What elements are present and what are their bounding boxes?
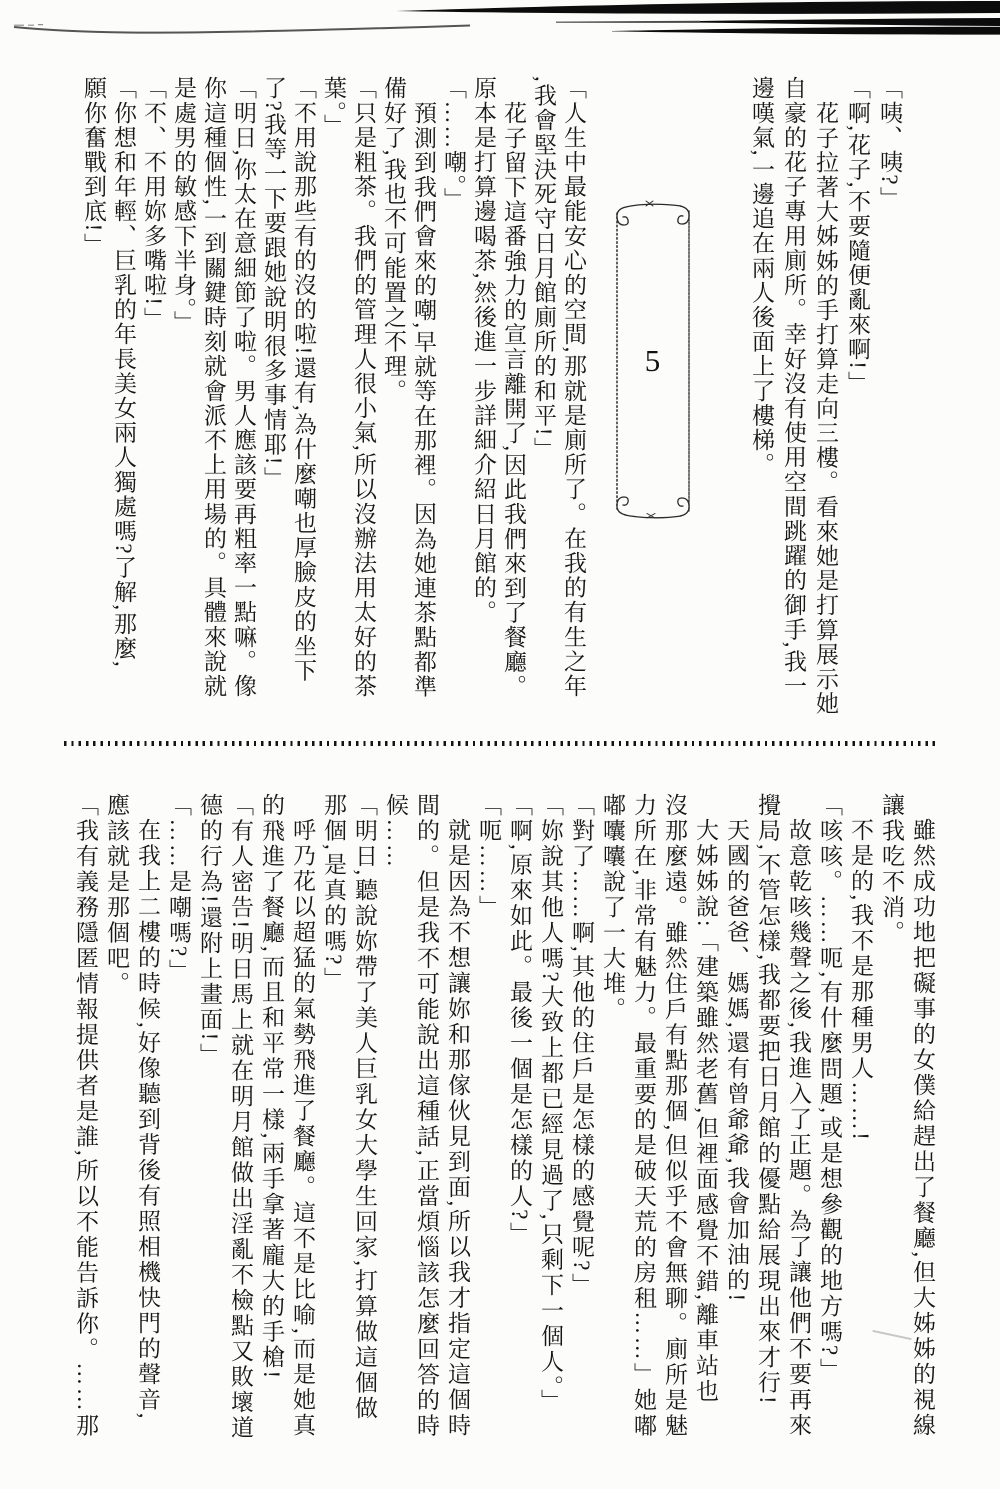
text-line: 了?我等一下要跟她說明很多事情耶!」 xyxy=(261,76,286,491)
text-line: 天國的爸爸、媽媽,還有曾爺爺,我會加油的! xyxy=(724,818,749,1304)
top-text-block-right xyxy=(745,76,905,732)
text-line: 願你奮戰到底!」 xyxy=(81,76,106,258)
bottom-text-block xyxy=(70,793,938,1469)
text-line: 預測到我們會來的嘲,早就等在那裡。因為她連茶點都準 xyxy=(411,101,436,699)
text-line: 故意乾咳幾聲之後,我進入了正題。為了讓他們不要再來 xyxy=(786,818,811,1439)
text-line: 「……嘲。」 xyxy=(441,76,466,213)
text-line: 原本是打算邊喝茶,然後進一步詳細介紹日月館的。 xyxy=(471,76,496,625)
text-line: 花子留下這番強力的宣言離開了,因此我們來到了餐廳。 xyxy=(501,101,526,699)
text-line: 「明日,你太在意細節了啦。男人應該要再粗率一點嘛。像 xyxy=(231,76,256,699)
text-line: 「只是粗茶。我們的管理人很小氣,所以沒辦法用太好的茶 xyxy=(351,76,376,699)
text-line: 攪局,不管怎樣,我都要把日月館的優點給展現出來才行! xyxy=(755,793,780,1407)
chapter-number: 5 xyxy=(644,343,661,378)
text-line: 自豪的花子專用廁所。幸好沒有使用空間跳躍的御手,我一 xyxy=(781,76,806,699)
text-line: 葉。」 xyxy=(321,76,346,139)
text-line: 備好了,我也不可能置之不理。 xyxy=(381,76,406,404)
text-line: 「人生中最能安心的空間,那就是廁所了。在我的有生之年 xyxy=(561,76,586,699)
top-text-block-left xyxy=(78,76,588,732)
text-line: 「呃……」 xyxy=(476,793,501,921)
text-line: 讓我吃不消。 xyxy=(879,793,904,946)
text-line: 雖然成功地把礙事的女僕給趕出了餐廳,但大姊姊的視線 xyxy=(910,818,935,1439)
text-line: 沒那麼遠。雖然住戶有點那個,但似乎不會無聊。廁所是魅 xyxy=(662,793,687,1439)
text-line: 花子拉著大姊姊的手打算走向三樓。看來她是打算展示她 xyxy=(813,101,838,716)
text-line: 在我上二樓的時候,好像聽到背後有照相機快門的聲音, xyxy=(135,818,160,1421)
text-line: 「我有義務隱匿情報提供者是誰,所以不能告訴你。……那 xyxy=(73,793,98,1439)
text-line: 「啊,花子,不要隨便亂來啊!」 xyxy=(845,76,870,396)
text-line: 嘟囔囔說了一大堆。 xyxy=(600,793,625,1023)
text-line: 那個,是真的嗎?」 xyxy=(321,793,346,993)
text-line: 「有人密告!明日馬上就在明月館做出淫亂不檢點又敗壞道 xyxy=(228,793,253,1441)
text-line: 「不、不用妳多嘴啦!」 xyxy=(141,76,166,332)
text-line: 大姊姊說:「建築雖然老舊,但裡面感覺不錯,離車站也 xyxy=(693,818,718,1405)
text-line: 候…… xyxy=(383,793,408,870)
text-line: 「啊,原來如此。最後一個是怎樣的人?」 xyxy=(507,793,532,1248)
text-line: 「……是嘲嗎?」 xyxy=(166,793,191,985)
text-line: 「不用說那些有的沒的啦!還有,為什麼嘲也厚臉皮的坐下 xyxy=(291,76,316,684)
text-line: 就是因為不想讓妳和那傢伙見到面,所以我才指定這個時 xyxy=(445,818,470,1439)
text-line: 「咳咳。……呃,有什麼問題,或是想參觀的地方嗎?」 xyxy=(817,793,842,1384)
text-line: 間的。但是我不可能說出這種話,正當煩惱該怎麼回答的時 xyxy=(414,793,439,1439)
text-line: 你這種個性,一到關鍵時刻就會派不上用場的。具體來說就 xyxy=(201,76,226,699)
text-line: 「對了……啊,其他的住戶是怎樣的感覺呢?」 xyxy=(569,793,594,1299)
text-line: ,我會堅決死守日月館廁所的和平!」 xyxy=(531,76,556,462)
text-line: 德的行為!還附上畫面!」 xyxy=(197,793,222,1069)
text-line: 「明日,聽說妳帶了美人巨乳女大學生回家,打算做這個做 xyxy=(352,793,377,1422)
text-line: 不是的,我不是那種男人……! xyxy=(848,818,873,1143)
text-line: 呼乃花以超猛的氣勢飛進了餐廳。這不是比喻,而是她真 xyxy=(290,818,315,1439)
dotted-divider xyxy=(64,741,936,746)
chapter-number-frame xyxy=(604,196,701,526)
text-line: 是處男的敏感下半身。」 xyxy=(171,76,196,336)
text-line: 「咦、咦?」 xyxy=(877,76,902,211)
text-line: 「你想和年輕、巨乳的年長美女兩人獨處嗎?了解,那麼, xyxy=(111,76,136,669)
text-line: 力所在,非常有魅力。最重要的是破天荒的房租……」她嘟 xyxy=(631,793,656,1439)
scan-edge-artifact xyxy=(0,0,1000,48)
text-line: 邊嘆氣,一邊追在兩人後面上了樓梯。 xyxy=(749,76,774,477)
text-line: 應該就是那個吧。 xyxy=(104,793,129,997)
text-line: 的飛進了餐廳,而且和平常一樣,兩手拿著龐大的手槍! xyxy=(259,793,284,1381)
text-line: 「妳說其他人嗎?大致上都已經見過了,只剩下一個人。」 xyxy=(538,793,563,1415)
